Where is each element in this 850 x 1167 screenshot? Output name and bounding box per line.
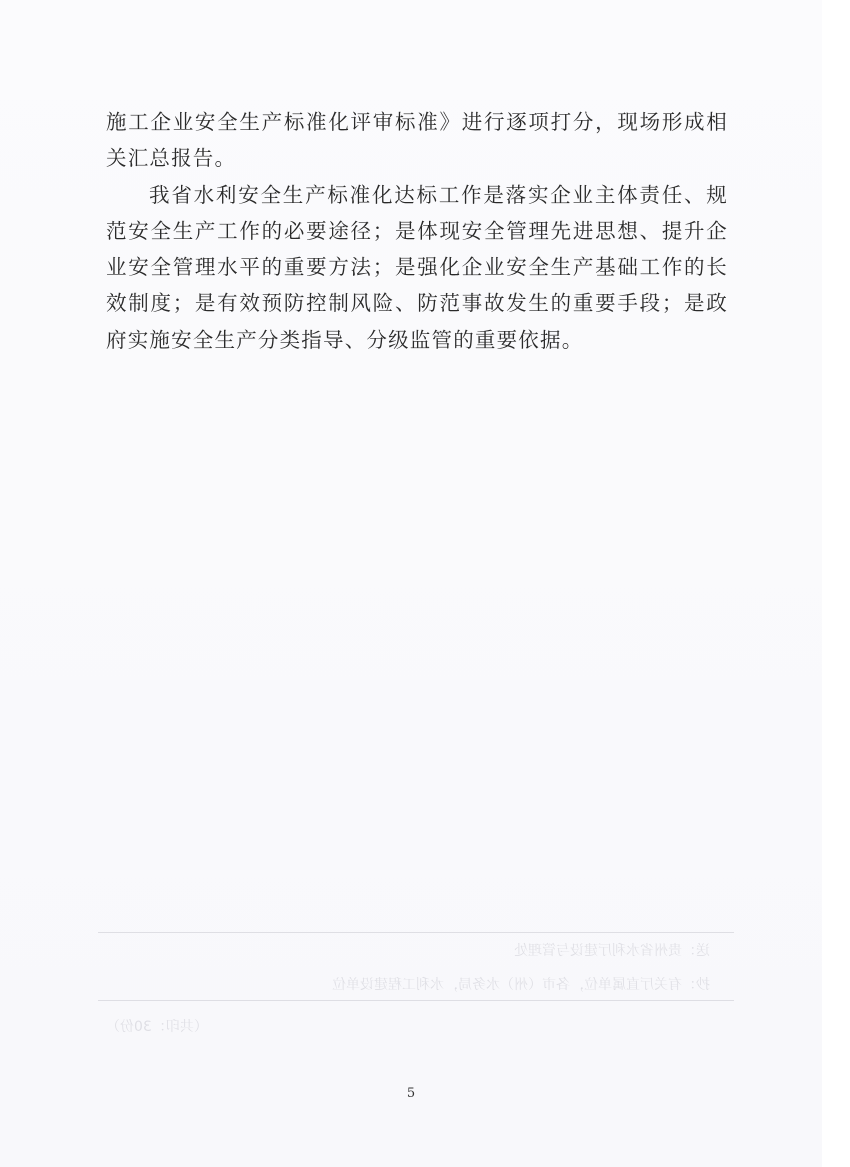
bleed-through-line: 送：贵州省水利厅建设与管理处 [514, 943, 710, 959]
divider-line-top [98, 932, 734, 933]
document-body [106, 104, 728, 358]
paragraph-continuation: 施工企业安全生产标准化评审标准》进行逐项打分，现场形成相关汇总报告。 [106, 110, 728, 171]
page-number: 5 [406, 1086, 416, 1101]
scan-margin [822, 0, 850, 1167]
bleed-through-distribution-block [98, 928, 734, 1048]
bleed-through-line: （共印：30份） [106, 1019, 208, 1035]
divider-line-bottom [98, 1000, 734, 1001]
bleed-through-line: 抄：有关厅直属单位，各市（州）水务局，水利工程建设单位 [332, 977, 710, 993]
paragraph-standardization-significance: 我省水利安全生产标准化达标工作是落实企业主体责任、规范安全生产工作的必要途径；是体现安全管理先进思想、提升企业安全管理水平的重要方法；是强化企业安全生产基础工作的长效制度；是有效预防控制风险、防范事故发生的重要手段；是政府实施安全生产分类指导、分级监管的重要依据。 [106, 182, 728, 352]
